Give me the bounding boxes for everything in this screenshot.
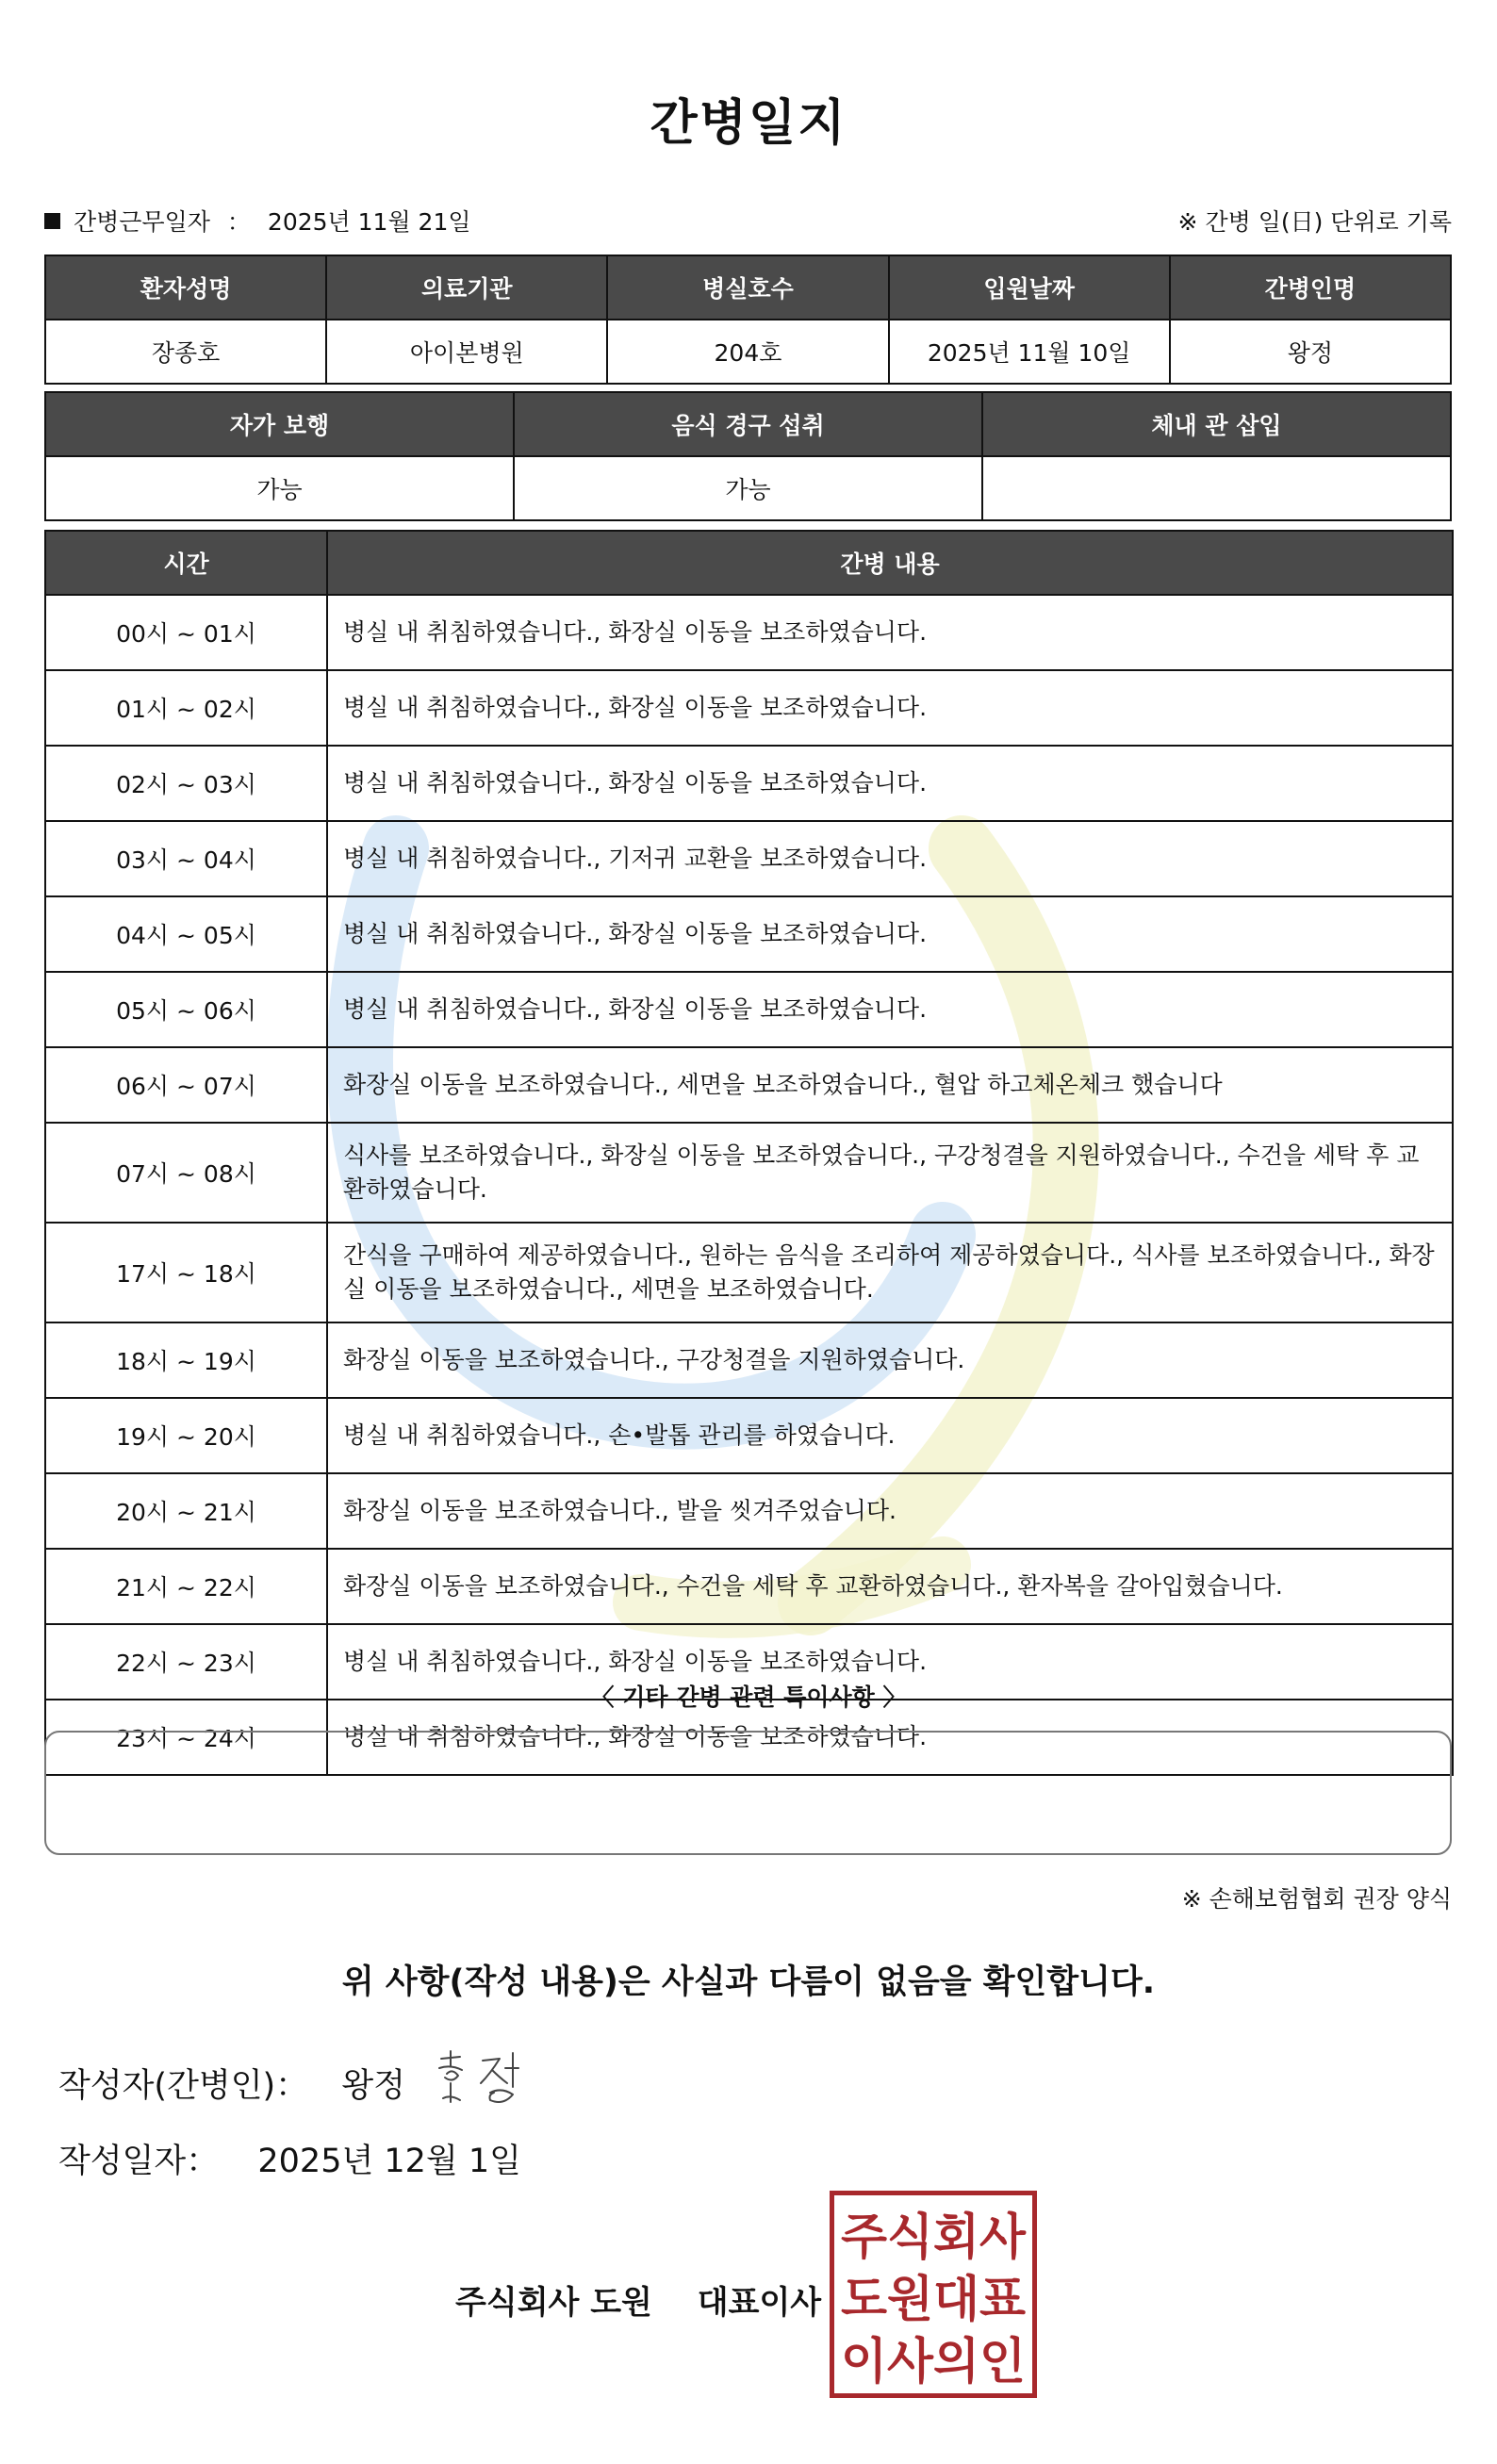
header-hospital: 의료기관 (326, 255, 607, 320)
care-content: 병실 내 취침하였습니다., 화장실 이동을 보조하였습니다. (327, 1624, 1453, 1700)
header-self-walking: 자가 보행 (45, 392, 514, 456)
tube-insertion-value (982, 456, 1451, 520)
svg-text:도원대표: 도원대표 (841, 2272, 1026, 2328)
care-content: 병실 내 취침하였습니다., 손•발톱 관리를 하였습니다. (327, 1398, 1453, 1473)
self-walking-value: 가능 (45, 456, 514, 520)
care-log-header-row (45, 531, 1453, 595)
writer-label: 작성자(간병인)： (58, 2067, 309, 2105)
time-slot: 02시 ~ 03시 (45, 746, 327, 821)
table-row (45, 1549, 1453, 1624)
written-date-row (58, 2135, 521, 2182)
header-oral-intake: 음식 경구 섭취 (514, 392, 982, 456)
header-caregiver-name: 간병인명 (1170, 255, 1451, 320)
time-slot: 19시 ~ 20시 (45, 1398, 327, 1473)
work-date-value: 2025년 11월 21일 (267, 208, 471, 236)
header-time: 시간 (45, 531, 327, 595)
care-content: 병실 내 취침하였습니다., 화장실 이동을 보조하였습니다. (327, 746, 1453, 821)
time-slot: 01시 ~ 02시 (45, 670, 327, 746)
care-content: 병실 내 취침하였습니다., 화장실 이동을 보조하였습니다. (327, 972, 1453, 1047)
header-patient-name: 환자성명 (45, 255, 326, 320)
patient-name: 장종호 (45, 320, 326, 384)
company-name: 주식회사 도원 (455, 2284, 652, 2322)
room-number: 204호 (607, 320, 888, 384)
written-date-value: 2025년 12월 1일 (257, 2143, 521, 2180)
time-slot: 05시 ~ 06시 (45, 972, 327, 1047)
table-row (45, 1398, 1453, 1473)
care-content: 병실 내 취침하였습니다., 화장실 이동을 보조하였습니다. (327, 1700, 1453, 1775)
patient-status-value-row (45, 456, 1451, 520)
time-slot: 22시 ~ 23시 (45, 1624, 327, 1700)
header-admission-date: 입원날짜 (889, 255, 1170, 320)
patient-info-table (44, 255, 1452, 385)
svg-text:주식회사: 주식회사 (841, 2209, 1027, 2266)
table-row (45, 1123, 1453, 1223)
oral-intake-value: 가능 (514, 456, 982, 520)
remarks-title: 〈 기타 간병 관련 특이사항 〉 (590, 1684, 907, 1711)
care-log-table (44, 530, 1454, 1776)
care-content: 병실 내 취침하였습니다., 화장실 이동을 보조하였습니다. (327, 670, 1453, 746)
time-slot: 23시 ~ 24시 (45, 1700, 327, 1775)
table-row (45, 670, 1453, 746)
time-slot: 18시 ~ 19시 (45, 1322, 327, 1398)
table-row (45, 595, 1453, 670)
company-signature (455, 2276, 821, 2323)
recommendation-note: ※ 손해보험협회 권장 양식 (1181, 1885, 1452, 1913)
time-slot: 06시 ~ 07시 (45, 1047, 327, 1123)
work-date-label: 간병근무일자 (74, 208, 210, 236)
time-slot: 07시 ~ 08시 (45, 1123, 327, 1223)
table-row (45, 1473, 1453, 1549)
care-content: 병실 내 취침하였습니다., 화장실 이동을 보조하였습니다. (327, 896, 1453, 972)
company-seal-stamp (830, 2191, 1037, 2398)
table-row (45, 972, 1453, 1047)
confirmation-statement: 위 사항(작성 내용)은 사실과 다름이 없음을 확인합니다. (341, 1963, 1156, 2001)
care-content: 병실 내 취침하였습니다., 기저귀 교환을 보조하였습니다. (327, 821, 1453, 896)
care-content: 병실 내 취침하였습니다., 화장실 이동을 보조하였습니다. (327, 595, 1453, 670)
time-slot: 00시 ~ 01시 (45, 595, 327, 670)
care-content: 화장실 이동을 보조하였습니다., 구강청결을 지원하였습니다. (327, 1322, 1453, 1398)
table-row (45, 1223, 1453, 1322)
table-row (45, 1322, 1453, 1398)
representative-title: 대표이사 (697, 2284, 822, 2322)
care-content: 화장실 이동을 보조하였습니다., 세면을 보조하였습니다., 혈압 하고체온체크 했습니다 (327, 1047, 1453, 1123)
header-tube-insertion: 체내 관 삽입 (982, 392, 1451, 456)
admission-date: 2025년 11월 10일 (889, 320, 1170, 384)
remarks-box (44, 1731, 1452, 1855)
header-room-number: 병실호수 (607, 255, 888, 320)
table-row (45, 1047, 1453, 1123)
document-title: 간병일지 (650, 95, 847, 152)
patient-status-header-row (45, 392, 1451, 456)
care-content: 화장실 이동을 보조하였습니다., 발을 씻겨주었습니다. (327, 1473, 1453, 1549)
writer-row (58, 2060, 405, 2107)
table-row (45, 896, 1453, 972)
care-content: 식사를 보조하였습니다., 화장실 이동을 보조하였습니다., 구강청결을 지원하였습니다., 수건을 세탁 후 교환하였습니다. (327, 1123, 1453, 1223)
square-bullet-icon (44, 213, 60, 229)
time-slot: 21시 ~ 22시 (45, 1549, 327, 1624)
separator: ： (226, 208, 251, 236)
time-slot: 17시 ~ 18시 (45, 1223, 327, 1322)
care-content: 간식을 구매하여 제공하였습니다., 원하는 음식을 조리하여 제공하였습니다., 식사를 보조하였습니다., 화장실 이동을 보조하였습니다., 세면을 보조하였습니다. (327, 1223, 1453, 1322)
table-row (45, 821, 1453, 896)
table-row (45, 746, 1453, 821)
writer-name: 왕정 (341, 2067, 405, 2105)
caregiver-name: 왕정 (1170, 320, 1451, 384)
patient-info-header-row (45, 255, 1451, 320)
patient-status-table (44, 391, 1452, 521)
svg-text:이사의인: 이사의인 (841, 2334, 1026, 2390)
patient-info-value-row (45, 320, 1451, 384)
care-content: 화장실 이동을 보조하였습니다., 수건을 세탁 후 교환하였습니다., 환자복을 갈아입혔습니다. (327, 1549, 1453, 1624)
seal-lettering (834, 2195, 1032, 2393)
work-date (44, 204, 471, 238)
record-unit-note: ※ 간병 일(日) 단위로 기록 (1177, 208, 1452, 236)
time-slot: 04시 ~ 05시 (45, 896, 327, 972)
time-slot: 20시 ~ 21시 (45, 1473, 327, 1549)
written-date-label: 작성일자： (58, 2143, 220, 2180)
time-slot: 03시 ~ 04시 (45, 821, 327, 896)
meta-row (44, 204, 1452, 238)
header-care-content: 간병 내용 (327, 531, 1453, 595)
handwritten-signature (434, 2045, 537, 2111)
hospital-name: 아이본병원 (326, 320, 607, 384)
